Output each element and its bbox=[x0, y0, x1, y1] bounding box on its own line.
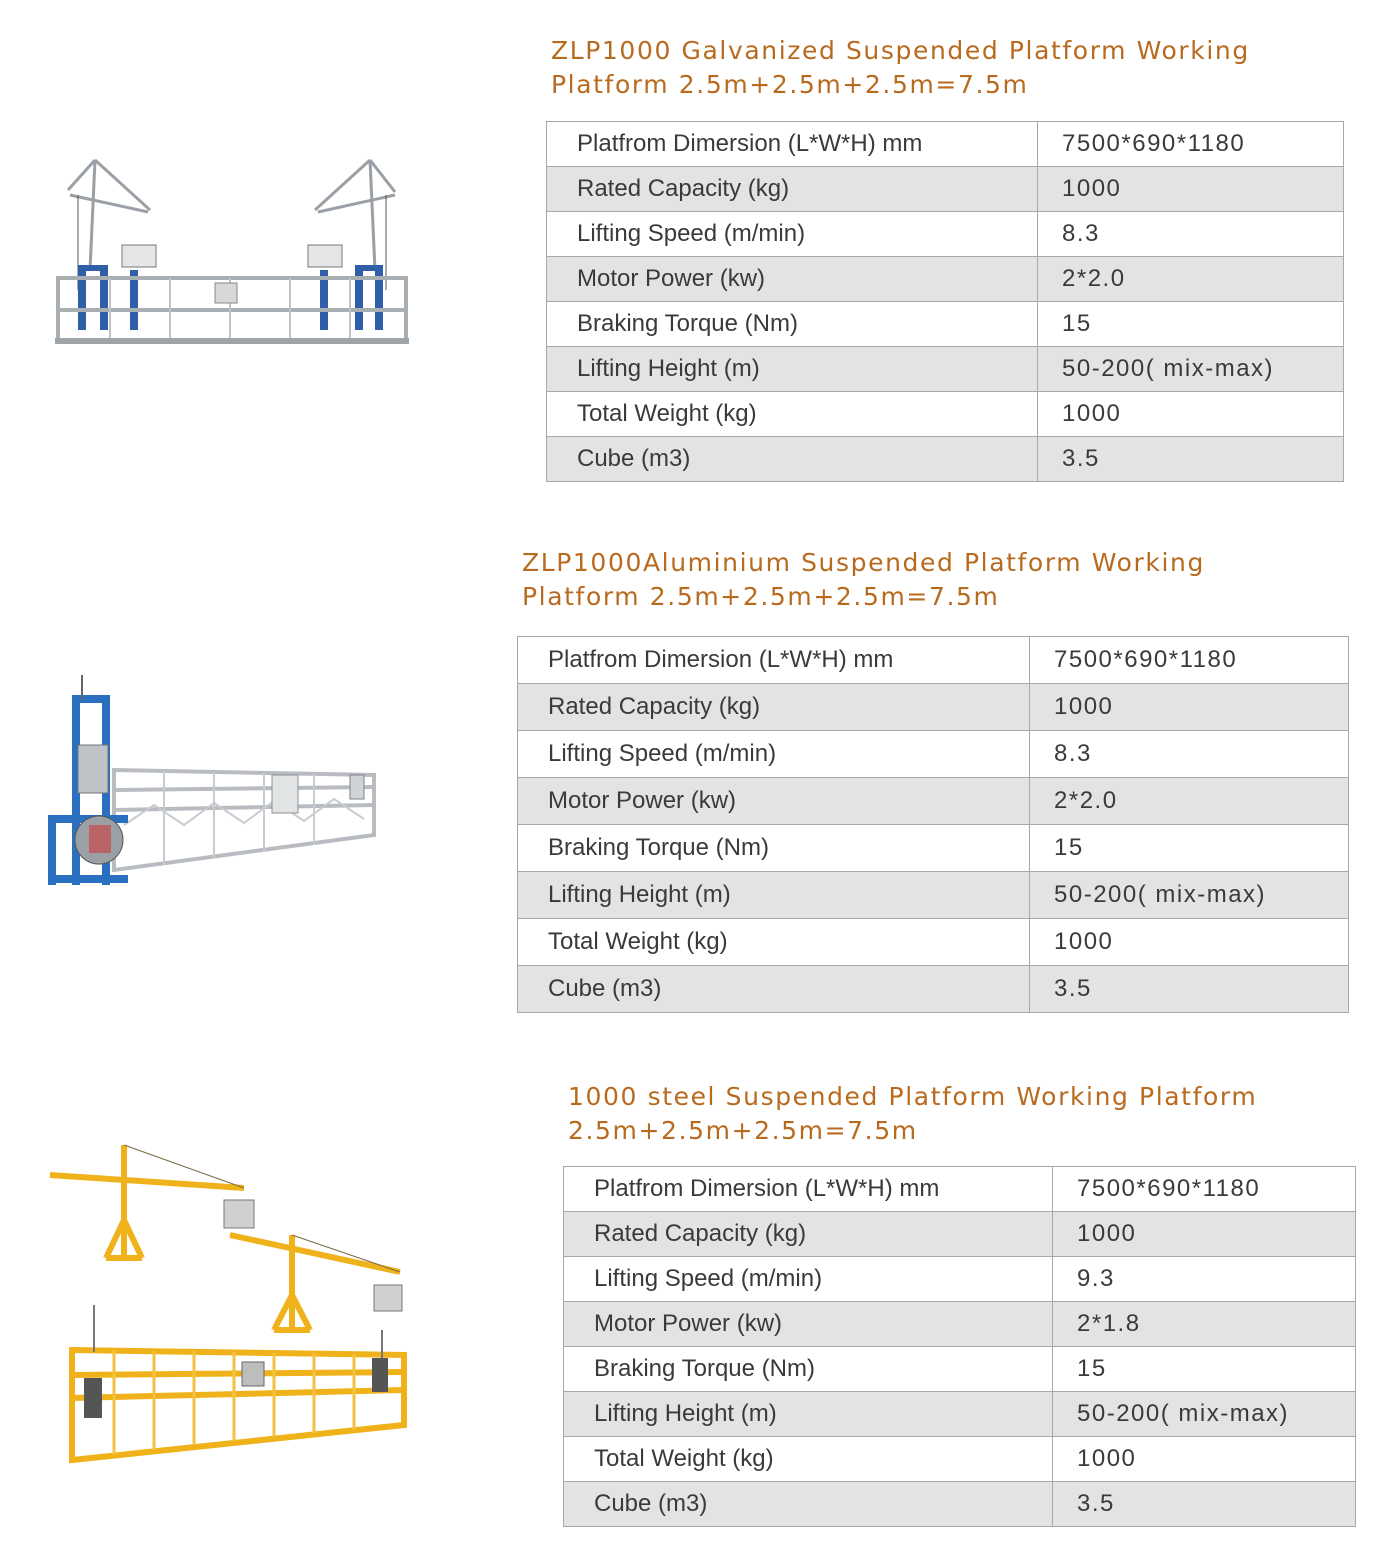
steel-platform-illustration bbox=[44, 1140, 416, 1470]
spec-row bbox=[564, 1212, 1356, 1257]
spec-row bbox=[564, 1482, 1356, 1527]
spec-value: 1000 bbox=[1053, 1212, 1356, 1257]
spec-label: Total Weight (kg) bbox=[547, 392, 1038, 437]
spec-table bbox=[546, 121, 1344, 482]
spec-row bbox=[547, 437, 1344, 482]
spec-row bbox=[518, 872, 1349, 919]
spec-value: 3.5 bbox=[1038, 437, 1344, 482]
spec-row bbox=[564, 1302, 1356, 1347]
product-title-line2: 2.5m+2.5m+2.5m=7.5m bbox=[568, 1116, 918, 1145]
spec-label: Lifting Speed (m/min) bbox=[547, 212, 1038, 257]
spec-label: Lifting Speed (m/min) bbox=[564, 1257, 1053, 1302]
spec-row bbox=[518, 825, 1349, 872]
spec-value: 1000 bbox=[1053, 1437, 1356, 1482]
spec-row bbox=[564, 1347, 1356, 1392]
product-title-line1: ZLP1000Aluminium Suspended Platform Working bbox=[522, 548, 1205, 577]
spec-value: 8.3 bbox=[1038, 212, 1344, 257]
steel-platform-photo bbox=[44, 1140, 416, 1470]
spec-row bbox=[518, 966, 1349, 1013]
galvanized-platform-photo bbox=[50, 150, 410, 350]
spec-row bbox=[564, 1167, 1356, 1212]
spec-value: 2*2.0 bbox=[1038, 257, 1344, 302]
spec-value: 1000 bbox=[1038, 392, 1344, 437]
spec-value: 15 bbox=[1030, 825, 1349, 872]
spec-label: Braking Torque (Nm) bbox=[564, 1347, 1053, 1392]
product-title-line2: Platform 2.5m+2.5m+2.5m=7.5m bbox=[522, 582, 1000, 611]
spec-row bbox=[518, 684, 1349, 731]
spec-value: 9.3 bbox=[1053, 1257, 1356, 1302]
spec-row bbox=[547, 122, 1344, 167]
product-title bbox=[522, 546, 1205, 614]
spec-row bbox=[547, 302, 1344, 347]
spec-value: 7500*690*1180 bbox=[1030, 637, 1349, 684]
spec-row bbox=[518, 637, 1349, 684]
spec-value: 1000 bbox=[1030, 919, 1349, 966]
spec-value: 15 bbox=[1038, 302, 1344, 347]
spec-row bbox=[564, 1257, 1356, 1302]
spec-row bbox=[547, 347, 1344, 392]
spec-value: 1000 bbox=[1030, 684, 1349, 731]
spec-label: Rated Capacity (kg) bbox=[564, 1212, 1053, 1257]
spec-label: Rated Capacity (kg) bbox=[547, 167, 1038, 212]
spec-row bbox=[547, 212, 1344, 257]
product-title-line1: 1000 steel Suspended Platform Working Platform bbox=[568, 1082, 1258, 1111]
spec-row bbox=[564, 1392, 1356, 1437]
spec-label: Motor Power (kw) bbox=[564, 1302, 1053, 1347]
spec-value: 50-200( mix-max) bbox=[1053, 1392, 1356, 1437]
spec-label: Total Weight (kg) bbox=[518, 919, 1030, 966]
spec-label: Lifting Height (m) bbox=[547, 347, 1038, 392]
spec-row bbox=[518, 919, 1349, 966]
product-title-line2: Platform 2.5m+2.5m+2.5m=7.5m bbox=[551, 70, 1029, 99]
spec-value: 3.5 bbox=[1030, 966, 1349, 1013]
spec-label: Rated Capacity (kg) bbox=[518, 684, 1030, 731]
spec-value: 8.3 bbox=[1030, 731, 1349, 778]
spec-label: Braking Torque (Nm) bbox=[547, 302, 1038, 347]
spec-row bbox=[547, 257, 1344, 302]
spec-label: Motor Power (kw) bbox=[518, 778, 1030, 825]
spec-value: 3.5 bbox=[1053, 1482, 1356, 1527]
spec-row bbox=[564, 1437, 1356, 1482]
spec-label: Platfrom Dimersion (L*W*H) mm bbox=[547, 122, 1038, 167]
spec-label: Platfrom Dimersion (L*W*H) mm bbox=[518, 637, 1030, 684]
spec-value: 7500*690*1180 bbox=[1053, 1167, 1356, 1212]
aluminium-platform-photo bbox=[44, 675, 384, 905]
product-title bbox=[568, 1080, 1257, 1148]
spec-label: Braking Torque (Nm) bbox=[518, 825, 1030, 872]
spec-value: 7500*690*1180 bbox=[1038, 122, 1344, 167]
spec-label: Lifting Speed (m/min) bbox=[518, 731, 1030, 778]
spec-row bbox=[518, 778, 1349, 825]
spec-label: Cube (m3) bbox=[547, 437, 1038, 482]
spec-value: 50-200( mix-max) bbox=[1038, 347, 1344, 392]
product-title bbox=[551, 34, 1250, 102]
spec-table bbox=[517, 636, 1349, 1013]
spec-label: Lifting Height (m) bbox=[564, 1392, 1053, 1437]
spec-row bbox=[518, 731, 1349, 778]
spec-label: Cube (m3) bbox=[564, 1482, 1053, 1527]
spec-label: Total Weight (kg) bbox=[564, 1437, 1053, 1482]
spec-value: 1000 bbox=[1038, 167, 1344, 212]
spec-value: 50-200( mix-max) bbox=[1030, 872, 1349, 919]
aluminium-platform-illustration bbox=[44, 675, 384, 905]
spec-label: Platfrom Dimersion (L*W*H) mm bbox=[564, 1167, 1053, 1212]
product-title-line1: ZLP1000 Galvanized Suspended Platform Working bbox=[551, 36, 1250, 65]
spec-label: Lifting Height (m) bbox=[518, 872, 1030, 919]
spec-row bbox=[547, 167, 1344, 212]
galvanized-platform-illustration bbox=[50, 150, 410, 350]
spec-table bbox=[563, 1166, 1356, 1527]
spec-value: 2*2.0 bbox=[1030, 778, 1349, 825]
spec-row bbox=[547, 392, 1344, 437]
spec-value: 15 bbox=[1053, 1347, 1356, 1392]
spec-value: 2*1.8 bbox=[1053, 1302, 1356, 1347]
spec-label: Motor Power (kw) bbox=[547, 257, 1038, 302]
spec-label: Cube (m3) bbox=[518, 966, 1030, 1013]
